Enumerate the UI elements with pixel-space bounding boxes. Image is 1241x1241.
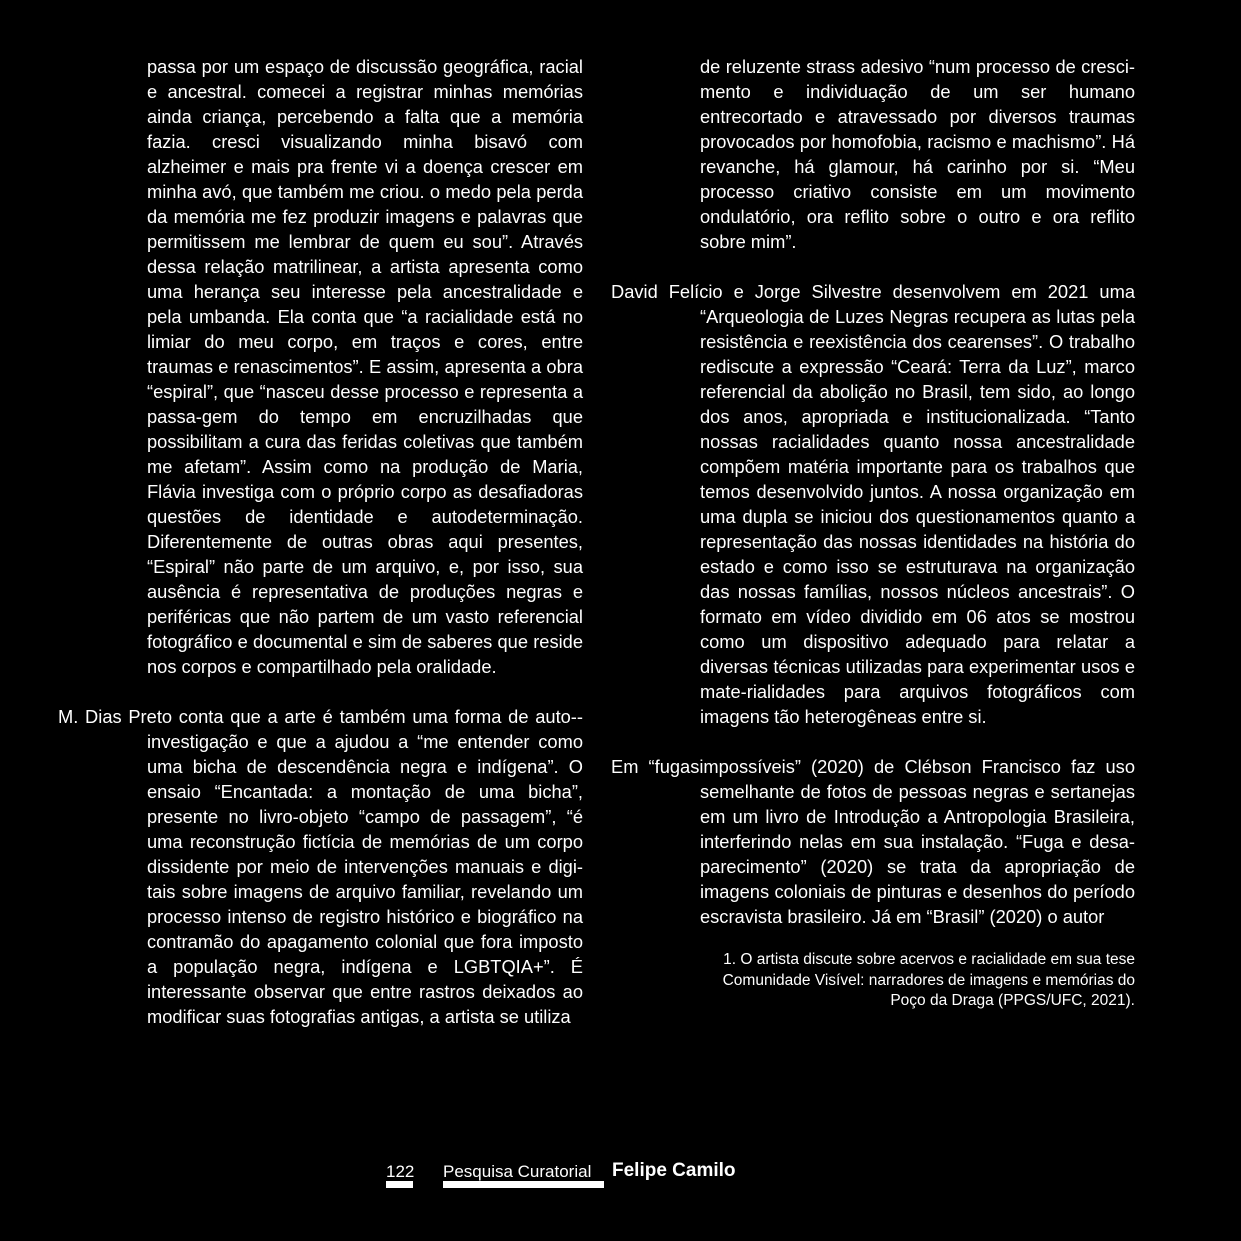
author-name: Felipe Camilo	[612, 1160, 736, 1181]
paragraph-continued-right: de reluzente strass adesivo “num processo de cresci-mento e individuação de um ser humano entrecortado e atravessado por diversos traumas provocados por homofobia, racismo e machismo”. Há revanche, há glamour, há carinho por si. “Meu processo criativo consiste em um movimento ondulatório, ora reflito sobre o outro e ora reflito sobre mim”.	[700, 56, 1135, 252]
footnote-line: 1. O artista discute sobre acervos e racialidade em sua tese	[723, 951, 1135, 968]
footnote-line: Comunidade Visível: narradores de imagens e memórias do	[722, 971, 1135, 989]
left-text-column	[58, 54, 583, 1029]
paragraph-clebson-francisco: Em “fugasimpossíveis” (2020) de Clébson Francisco faz uso semelhante de fotos de pessoas negras e sertanejas em um livro de Introdução a Antropologia Brasileira, interferindo nelas em sua instalação. “Fuga e desa-parecimento” (2020) se trata da apropriação de imagens coloniais de pinturas e desenhos do período escravista brasileiro. Já em “Brasil” (2020) o autor	[611, 756, 1135, 927]
section-title-bar	[443, 1181, 604, 1188]
paragraph-continued: passa por um espaço de discussão geográfica, racial e ancestral. comecei a registrar minhas memórias ainda criança, percebendo a falta que a memória fazia. cresci visualizando minha bisavó com alzheimer e mais pra frente vi a doença crescer em minha avó, que também me criou. o medo pela perda da memória me fez produzir imagens e palavras que permitissem me lembrar de quem eu sou”. Através dessa relação matrilinear, a artista apresenta como uma herança seu interesse pela ancestralidade e pela umbanda. Ela conta que “a racialidade está no limiar do meu corpo, em traços e cores, entre traumas e renascimentos”. E assim, apresenta a obra “espiral”, que “nasceu desse processo e representa a passa-gem do tempo em encruzilhadas que possibilitam a cura das feridas coletivas que também me afetam”. Assim como na produção de Maria, Flávia investiga com o próprio corpo as desafiadoras questões de identidade e autodeterminação. Diferentemente de outras obras aqui presentes, “Espiral” não parte de um arquivo, e, por isso, sua ausência é representativa de produções negras e periféricas que não partem de um vasto referencial fotográfico e documental e sim de saberes que reside nos corpos e compartilhado pela oralidade.	[147, 56, 583, 677]
page-number-bar	[386, 1181, 413, 1188]
footnote-line: Poço da Draga (PPGS/UFC, 2021).	[890, 992, 1135, 1009]
paragraph-david-felicio: David Felício e Jorge Silvestre desenvolvem em 2021 uma “Arqueologia de Luzes Negras recupera as lutas pela resistência e reexistência dos cearenses”. O trabalho rediscute a expressão “Ceará: Terra da Luz”, marco referencial da abolição no Brasil, tem sido, ao longo dos anos, apropriada e institucionalizada. “Tanto nossas racialidades quanto nossa ancestralidade compõem matéria importante para os trabalhos que temos desenvolvido juntos. A nossa organização em uma dupla se iniciou dos questionamentos quanto a representação das nossas identidades na história do estado e como isso se estruturava na organização das nossas famílias, nossos núcleos ancestrais”. O formato em vídeo dividido em 06 atos se mostrou como um dispositivo adequado para relatar a diversas técnicas utilizadas para experimentar usos e mate-rialidades para arquivos fotográficos com imagens tão heterogêneas entre si.	[611, 281, 1135, 727]
page-number: 122	[386, 1162, 415, 1181]
paragraph-m-dias-preto: M. Dias Preto conta que a arte é também uma forma de auto--investigação e que a ajudou a “me entender como uma bicha de descendência negra e indígena”. O ensaio “Encantada: a montação de uma bicha”, presente no livro-objeto “campo de passagem”, “é uma reconstrução fictícia de memórias de um corpo dissidente por meio de intervenções manuais e digi-tais sobre imagens de arquivo familiar, revelando um processo intenso de registro histórico e biográfico na contramão do apagamento colonial que fora imposto a população negra, indígena e LGBTQIA+”. É interessante observar que entre rastros deixados ao modificar suas fotografias antigas, a artista se utiliza	[58, 706, 583, 1027]
page-footer	[386, 1162, 786, 1192]
right-text-column	[611, 54, 1135, 929]
section-title: Pesquisa Curatorial	[443, 1162, 592, 1181]
footnote	[650, 950, 1135, 1012]
